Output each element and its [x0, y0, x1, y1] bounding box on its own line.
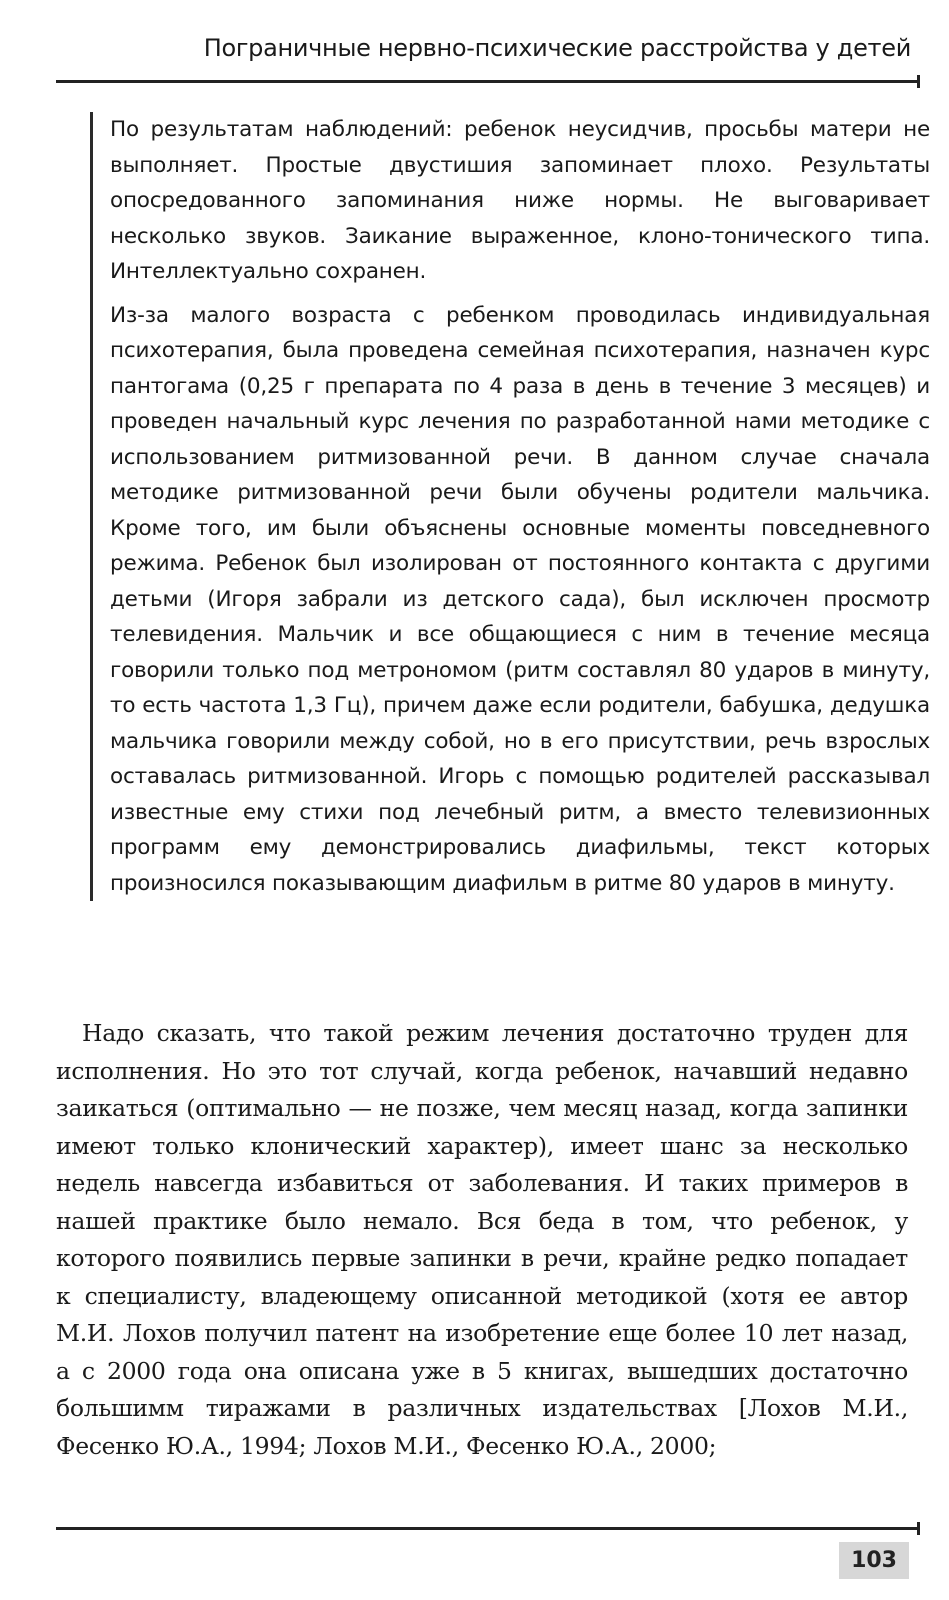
case-description-box: [90, 112, 930, 901]
running-head: Пограничные нервно-психические расстройства у детей: [203, 34, 911, 62]
case-treatment-paragraph: Из-за малого возраста с ребенком проводилась индивидуальная психотерапия, была проведена семейная психотерапия, назначен курс пантогама (0,25 г препарата по 4 раза в день в течение 3 месяцев) и проведен начальный курс лечения по разработанной нами методике с использованием ритмизованной речи. В данном случае сначала методике ритмизованной речи были обучены родители мальчика. Кроме того, им были объяснены основные моменты повседневного режима. Ребенок был изолирован от постоянного контакта с другими детьми (Игоря забрали из детского сада), был исключен просмотр телевидения. Мальчик и все общающиеся с ним в течение месяца говорили только под метрономом (ритм составлял 80 ударов в минуту, то есть частота 1,3 Гц), причем даже если родители, бабушка, дедушка мальчика говорили между собой, но в его присутствии, речь взрослых оставалась ритмизованной. Игорь с помощью родителей рассказывал известные ему стихи под лечебный ритм, а вместо телевизионных программ ему демонстрировались диафильмы, текст которых произносился показывающим диафильм в ритме 80 ударов в минуту.: [110, 302, 930, 896]
footer-rule: [56, 1527, 918, 1530]
header-rule: [56, 80, 918, 83]
page-number: 103: [839, 1542, 909, 1579]
case-observation-paragraph: По результатам наблюдений: ребенок неусидчив, просьбы матери не выполняет. Простые двустишия запоминает плохо. Результаты опосредованного запоминания ниже нормы. Не выговаривает несколько звуков. Заикание выраженное, клоно-тонического типа. Интеллектуально сохранен.: [110, 117, 930, 284]
body-paragraph: Надо сказать, что такой режим лечения достаточно труден для исполнения. Но это тот случай, когда ребенок, начавший недавно заикаться (оптимально — не позже, чем месяц назад, когда запинки имеют только клонический характер), имеет шанс за несколько недель навсегда избавиться от заболевания. И таких примеров в нашей практике было немало. Вся беда в том, что ребенок, у которого появились первые запинки в речи, крайне редко попадает к специалисту, владеющему описанной методикой (хотя ее автор М.И. Лохов получил патент на изобретение еще более 10 лет назад, а с 2000 года она описана уже в 5 книгах, вышедших достаточно большимм тиражами в различных издательствах [Лохов М.И., Фесенко Ю.А., 1994; Лохов М.И., Фесенко Ю.А., 2000;: [56, 1019, 908, 1460]
body-text: [56, 1015, 908, 1465]
